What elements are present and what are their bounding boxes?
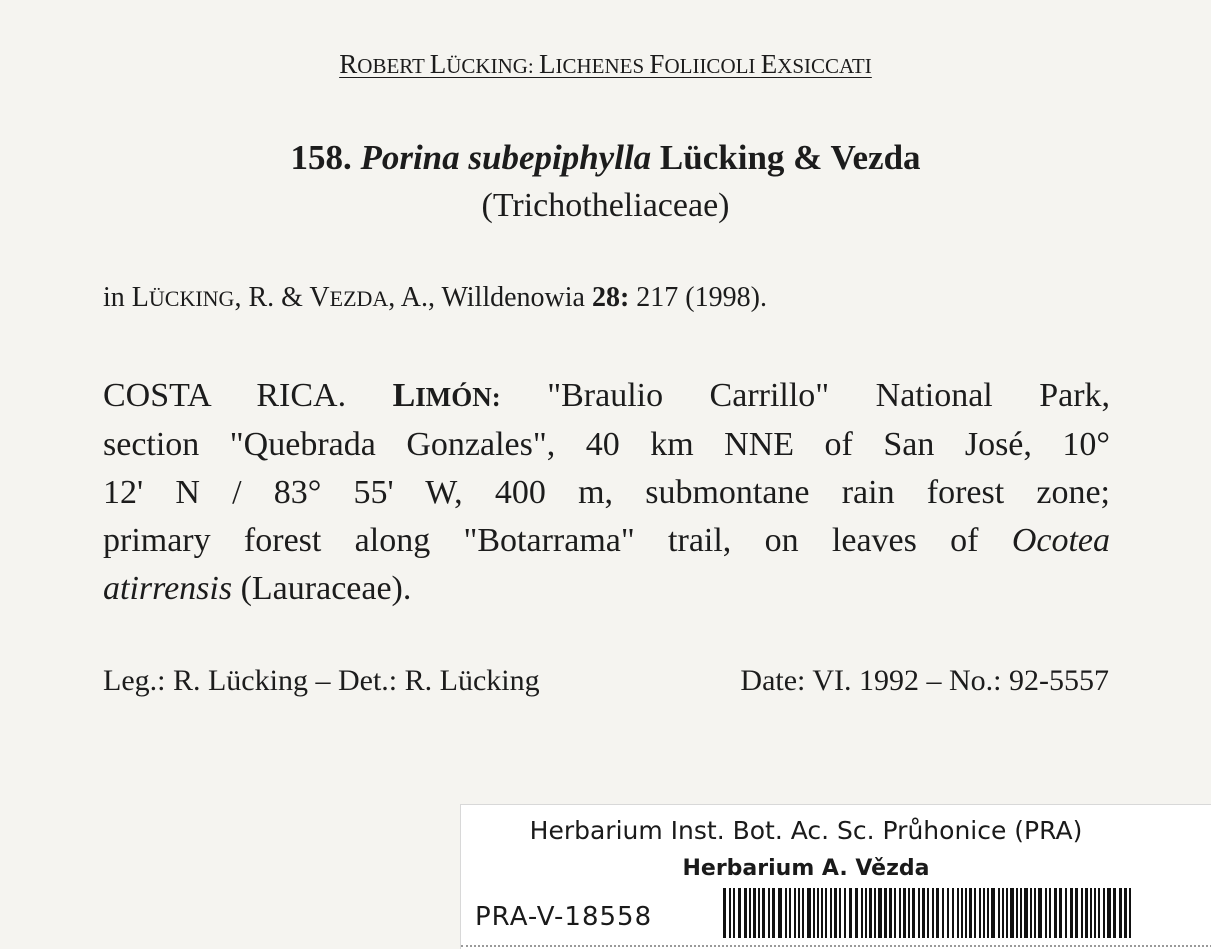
collector-determiner: Leg.: R. Lücking – Det.: R. Lücking <box>103 664 540 697</box>
barcode-bar <box>894 888 896 938</box>
series-heading <box>0 46 1211 84</box>
barcode-bar <box>878 888 882 938</box>
barcode-bar <box>855 888 858 938</box>
barcode-bar <box>987 888 989 938</box>
barcode-bar <box>927 888 929 938</box>
species-title <box>0 138 1211 178</box>
specimen-id: PRA-V-18558 <box>475 902 653 932</box>
barcode-bar <box>1045 888 1047 938</box>
family-name: (Trichotheliaceae) <box>481 187 730 224</box>
locality-text <box>103 372 1110 613</box>
series-rest-2: ICHENES <box>555 54 650 78</box>
barcode-bar <box>979 888 981 938</box>
barcode-bar <box>729 888 731 938</box>
barcode-bar <box>998 888 1000 938</box>
barcode-bar <box>723 888 726 938</box>
barcode-bar <box>1124 888 1127 938</box>
barcode-bar <box>830 888 832 938</box>
barcode-bar <box>936 888 939 938</box>
series-initial-1: L <box>429 49 447 79</box>
barcode-bar <box>1103 888 1105 938</box>
barcode-bar <box>834 888 837 938</box>
herbarium-collection: Herbarium A. Vězda <box>682 856 930 881</box>
locality-park: "Braulio Carrillo" National Park, <box>547 377 1111 414</box>
citation-author1-initial: L <box>131 282 149 313</box>
barcode-bar <box>762 888 765 938</box>
series-initial-2: L <box>539 49 556 79</box>
barcode-bar <box>1107 888 1111 938</box>
locality-habitat: primary forest along "Botarrama" trail, on leaves of <box>103 522 979 559</box>
citation-journal: , A., Willdenowia <box>388 282 592 313</box>
barcode-bar <box>744 888 747 938</box>
host-family: (Lauraceae). <box>232 570 412 607</box>
literature-citation <box>103 280 767 317</box>
herbarium-institution: Herbarium Inst. Bot. Ac. Sc. Průhonice (PRA) <box>529 816 1083 845</box>
barcode-bar <box>798 888 800 938</box>
barcode-bar <box>899 888 901 938</box>
barcode-bar <box>1038 888 1042 938</box>
barcode-bar <box>1090 888 1092 938</box>
barcode-bar <box>1030 888 1032 938</box>
barcode-bar <box>758 888 760 938</box>
barcode-bar <box>817 888 819 938</box>
barcode-bar <box>1094 888 1096 938</box>
perforation-line <box>461 945 1211 947</box>
barcode-bar <box>1034 888 1036 938</box>
barcode-bar <box>874 888 876 938</box>
barcode-bar <box>794 888 796 938</box>
barcode-bar <box>1081 888 1083 938</box>
citation-author2-rest: EZDA <box>329 286 389 311</box>
barcode-bar <box>749 888 751 938</box>
barcode-bar <box>1020 888 1022 938</box>
herbarium-sticker <box>460 804 1211 949</box>
locality-line-3: 12' N / 83° 55' W, 400 m, submontane rain forest zone; <box>103 474 1110 511</box>
barcode-bar <box>942 888 944 938</box>
host-genus: Ocotea <box>1011 522 1110 559</box>
citation-volume: 28: <box>591 282 630 313</box>
locality-province-initial: L <box>392 377 416 414</box>
series-title <box>339 49 871 79</box>
locality-country: COSTA RICA. <box>103 377 347 414</box>
barcode-bar <box>1010 888 1014 938</box>
barcode-bar <box>753 888 756 938</box>
barcode-bar <box>1113 888 1116 938</box>
barcode-bar <box>1006 888 1008 938</box>
barcode-bar <box>733 888 735 938</box>
barcode-bar <box>738 888 741 938</box>
barcode-bar <box>922 888 925 938</box>
locality-line-4 <box>103 517 1110 565</box>
barcode-bar <box>849 888 852 938</box>
barcode-bar <box>957 888 959 938</box>
barcode-bar <box>932 888 934 938</box>
species-name: Porina subepiphylla <box>360 138 652 177</box>
barcode-bar <box>889 888 892 938</box>
barcode-bar <box>1049 888 1051 938</box>
barcode-bar <box>789 888 791 938</box>
barcode-bar <box>961 888 963 938</box>
barcode-bar <box>991 888 995 938</box>
locality-line-1 <box>103 372 1110 421</box>
barcode-bar <box>908 888 910 938</box>
barcode-bar <box>839 888 841 938</box>
locality-province-rest: IMÓN: <box>415 382 501 412</box>
barcode <box>723 888 1135 938</box>
barcode-bar <box>1098 888 1100 938</box>
barcode-bar <box>947 888 949 938</box>
series-initial-3: F <box>649 49 665 79</box>
barcode-bar <box>865 888 867 938</box>
barcode-bar <box>969 888 972 938</box>
citation-author1-rest: ÜCKING <box>148 286 235 311</box>
citation-mid: , R. & <box>234 282 310 313</box>
barcode-bar <box>802 888 804 938</box>
barcode-bar <box>768 888 770 938</box>
host-epithet: atirrensis <box>103 570 233 607</box>
barcode-bar <box>1002 888 1004 938</box>
citation-author2-initial: V <box>309 282 330 313</box>
barcode-bar <box>903 888 906 938</box>
barcode-bar <box>1085 888 1088 938</box>
barcode-bar <box>918 888 920 938</box>
locality-line-2: section "Quebrada Gonzales", 40 km NNE of San José, 10° <box>103 426 1110 463</box>
series-initial-0: R <box>339 49 358 79</box>
barcode-bar <box>1119 888 1122 938</box>
barcode-bar <box>821 888 823 938</box>
barcode-bar <box>965 888 967 938</box>
series-rest-1: ÜCKING: <box>446 54 539 78</box>
locality-line-5 <box>103 565 1110 613</box>
barcode-bar <box>1075 888 1078 938</box>
citation-pages: 217 (1998). <box>629 282 767 313</box>
barcode-bar <box>1016 888 1018 938</box>
barcode-bar <box>1070 888 1073 938</box>
barcode-bar <box>1129 888 1131 938</box>
barcode-bar <box>1059 888 1062 938</box>
barcode-bar <box>785 888 787 938</box>
series-rest-3: OLIICOLI <box>664 54 761 78</box>
barcode-bar <box>807 888 811 938</box>
barcode-bar <box>825 888 827 938</box>
barcode-bar <box>778 888 782 938</box>
barcode-bar <box>974 888 976 938</box>
barcode-bar <box>1024 888 1028 938</box>
barcode-bar <box>861 888 863 938</box>
exsiccata-number: 158. <box>290 138 352 177</box>
barcode-bar <box>952 888 954 938</box>
date-and-number: Date: VI. 1992 – No.: 92-5557 <box>740 664 1109 697</box>
series-rest-0: OBERT <box>357 54 430 78</box>
barcode-bar <box>983 888 985 938</box>
barcode-bar <box>912 888 915 938</box>
barcode-bar <box>813 888 815 938</box>
barcode-bar <box>884 888 887 938</box>
barcode-bar <box>844 888 846 938</box>
series-initial-4: E <box>760 49 778 79</box>
citation-prefix: in <box>103 282 132 313</box>
series-rest-4: XSICCATI <box>777 54 872 78</box>
species-authors: Lücking & Vezda <box>659 138 921 177</box>
barcode-bar <box>772 888 775 938</box>
barcode-bar <box>1065 888 1067 938</box>
barcode-bar <box>1054 888 1057 938</box>
barcode-bar <box>869 888 872 938</box>
